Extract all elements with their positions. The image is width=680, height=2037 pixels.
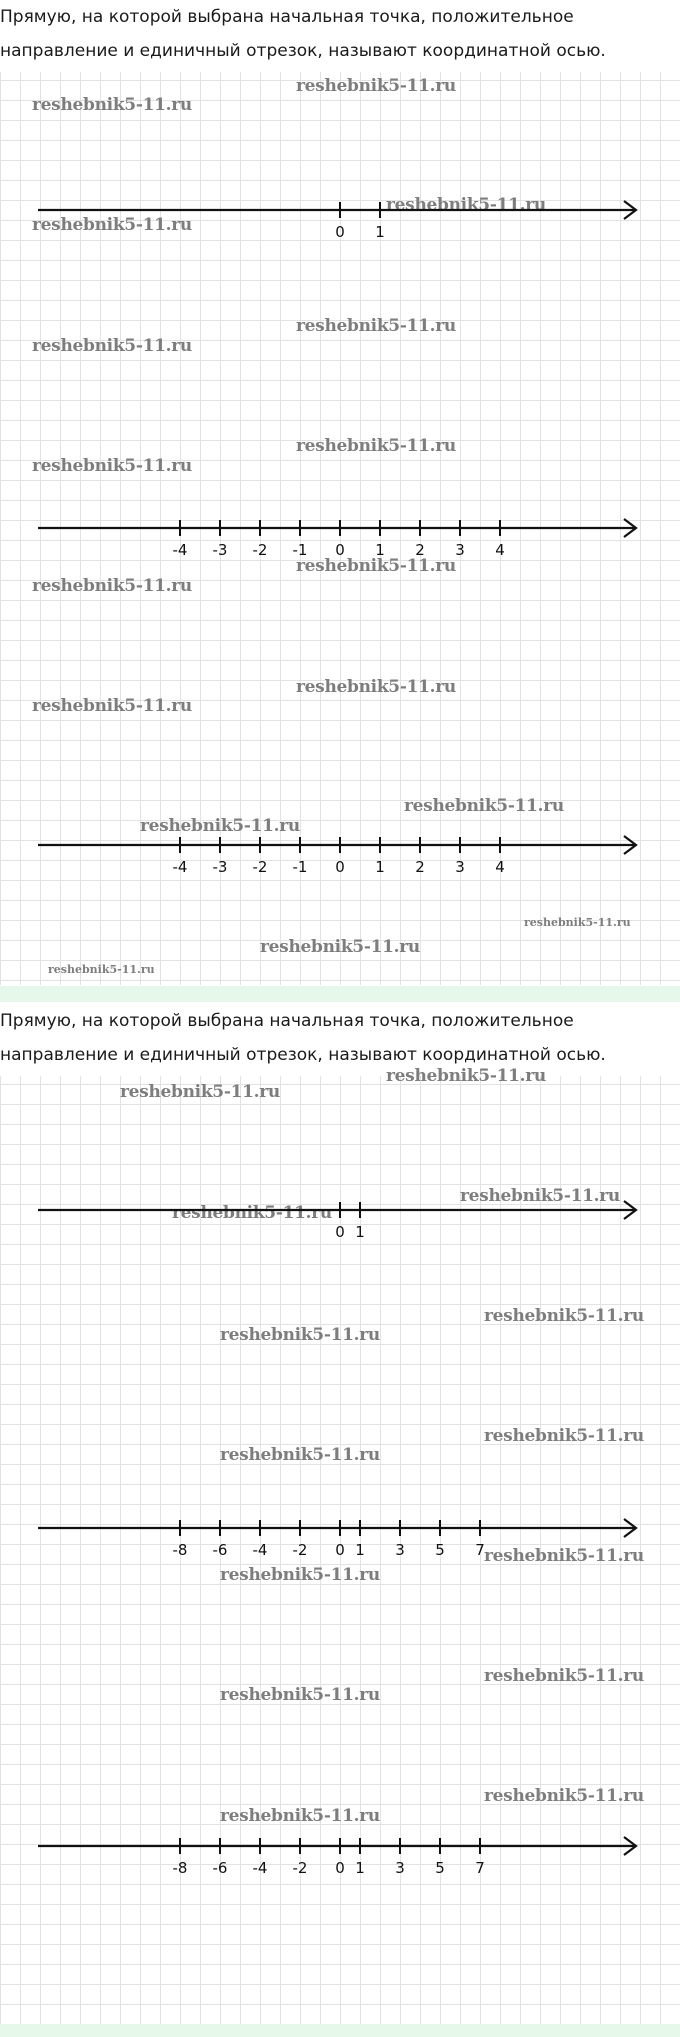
tick-label: -3: [212, 858, 228, 876]
watermark: reshebnik5-11.ru: [120, 1082, 280, 1102]
watermark: reshebnik5-11.ru: [484, 1666, 644, 1686]
tick-label: 2: [415, 858, 425, 876]
watermark: reshebnik5-11.ru: [260, 937, 420, 957]
number-line: [0, 1508, 680, 1558]
watermark: reshebnik5-11.ru: [484, 1306, 644, 1326]
watermark: reshebnik5-11.ru: [484, 1546, 644, 1566]
tick-label: -2: [252, 541, 268, 559]
definition-text-1: Прямую, на которой выбрана начальная точка, положительное направление и единичный отрезок, называют координатной осью.: [0, 0, 680, 72]
tick-label: -6: [212, 1541, 228, 1559]
watermark: reshebnik5-11.ru: [386, 1066, 546, 1086]
tick-label: 0: [335, 858, 345, 876]
tick-label: 0: [335, 223, 345, 241]
tick-label: -2: [292, 1541, 308, 1559]
tick-label: -3: [212, 541, 228, 559]
tick-label: -8: [172, 1541, 188, 1559]
tick-label: 3: [395, 1541, 405, 1559]
number-line: [0, 508, 680, 558]
definition-text-2: Прямую, на которой выбрана начальная точка, положительное направление и единичный отрезок, называют координатной осью.: [0, 1004, 680, 1076]
watermark: reshebnik5-11.ru: [172, 1203, 332, 1223]
tick-label: 1: [375, 858, 385, 876]
watermark: reshebnik5-11.ru: [140, 816, 300, 836]
tick-label: -1: [292, 858, 308, 876]
watermark: reshebnik5-11.ru: [32, 95, 192, 115]
tick-label: -2: [292, 1859, 308, 1877]
watermark: reshebnik5-11.ru: [32, 696, 192, 716]
tick-label: 0: [335, 1223, 345, 1241]
watermark: reshebnik5-11.ru: [32, 215, 192, 235]
tick-label: 2: [415, 541, 425, 559]
watermark: reshebnik5-11.ru: [220, 1806, 380, 1826]
watermark: reshebnik5-11.ru: [460, 1186, 620, 1206]
tick-label: 7: [475, 1859, 485, 1877]
tick-label: 7: [475, 1541, 485, 1559]
number-line: [0, 1186, 680, 1241]
tick-label: -4: [172, 541, 188, 559]
tick-label: 3: [455, 541, 465, 559]
tick-label: 3: [455, 858, 465, 876]
tick-label: 3: [395, 1859, 405, 1877]
tick-label: -1: [292, 541, 308, 559]
section-divider: [0, 986, 680, 1002]
tick-label: 5: [435, 1541, 445, 1559]
watermark: reshebnik5-11.ru: [32, 336, 192, 356]
tick-label: 0: [335, 541, 345, 559]
tick-label: -4: [172, 858, 188, 876]
watermark: reshebnik5-11.ru: [296, 436, 456, 456]
watermark: reshebnik5-11.ru: [524, 916, 631, 929]
watermark: reshebnik5-11.ru: [32, 576, 192, 596]
watermark: reshebnik5-11.ru: [484, 1426, 644, 1446]
number-line: [0, 825, 680, 875]
tick-label: 4: [495, 541, 505, 559]
watermark: reshebnik5-11.ru: [220, 1445, 380, 1465]
watermark: reshebnik5-11.ru: [296, 677, 456, 697]
watermark: reshebnik5-11.ru: [220, 1685, 380, 1705]
watermark: reshebnik5-11.ru: [220, 1325, 380, 1345]
tick-label: 1: [355, 1859, 365, 1877]
watermark: reshebnik5-11.ru: [296, 316, 456, 336]
tick-label: 1: [355, 1541, 365, 1559]
watermark: reshebnik5-11.ru: [484, 1786, 644, 1806]
watermark: reshebnik5-11.ru: [48, 963, 155, 976]
watermark: reshebnik5-11.ru: [386, 195, 546, 215]
bottom-strip: [0, 2024, 680, 2037]
watermark: reshebnik5-11.ru: [296, 76, 456, 96]
tick-label: 4: [495, 858, 505, 876]
tick-label: 0: [335, 1541, 345, 1559]
tick-label: -6: [212, 1859, 228, 1877]
watermark: reshebnik5-11.ru: [220, 1565, 380, 1585]
number-line: [0, 190, 680, 240]
tick-label: 1: [375, 541, 385, 559]
watermark: reshebnik5-11.ru: [404, 796, 564, 816]
tick-label: -8: [172, 1859, 188, 1877]
watermark: reshebnik5-11.ru: [32, 456, 192, 476]
tick-label: 1: [375, 223, 385, 241]
watermark: reshebnik5-11.ru: [296, 556, 456, 576]
tick-label: 1: [355, 1223, 365, 1241]
tick-label: -2: [252, 858, 268, 876]
tick-label: 5: [435, 1859, 445, 1877]
tick-label: -4: [252, 1541, 268, 1559]
tick-label: 0: [335, 1859, 345, 1877]
tick-label: -4: [252, 1859, 268, 1877]
number-line: [0, 1826, 680, 1876]
